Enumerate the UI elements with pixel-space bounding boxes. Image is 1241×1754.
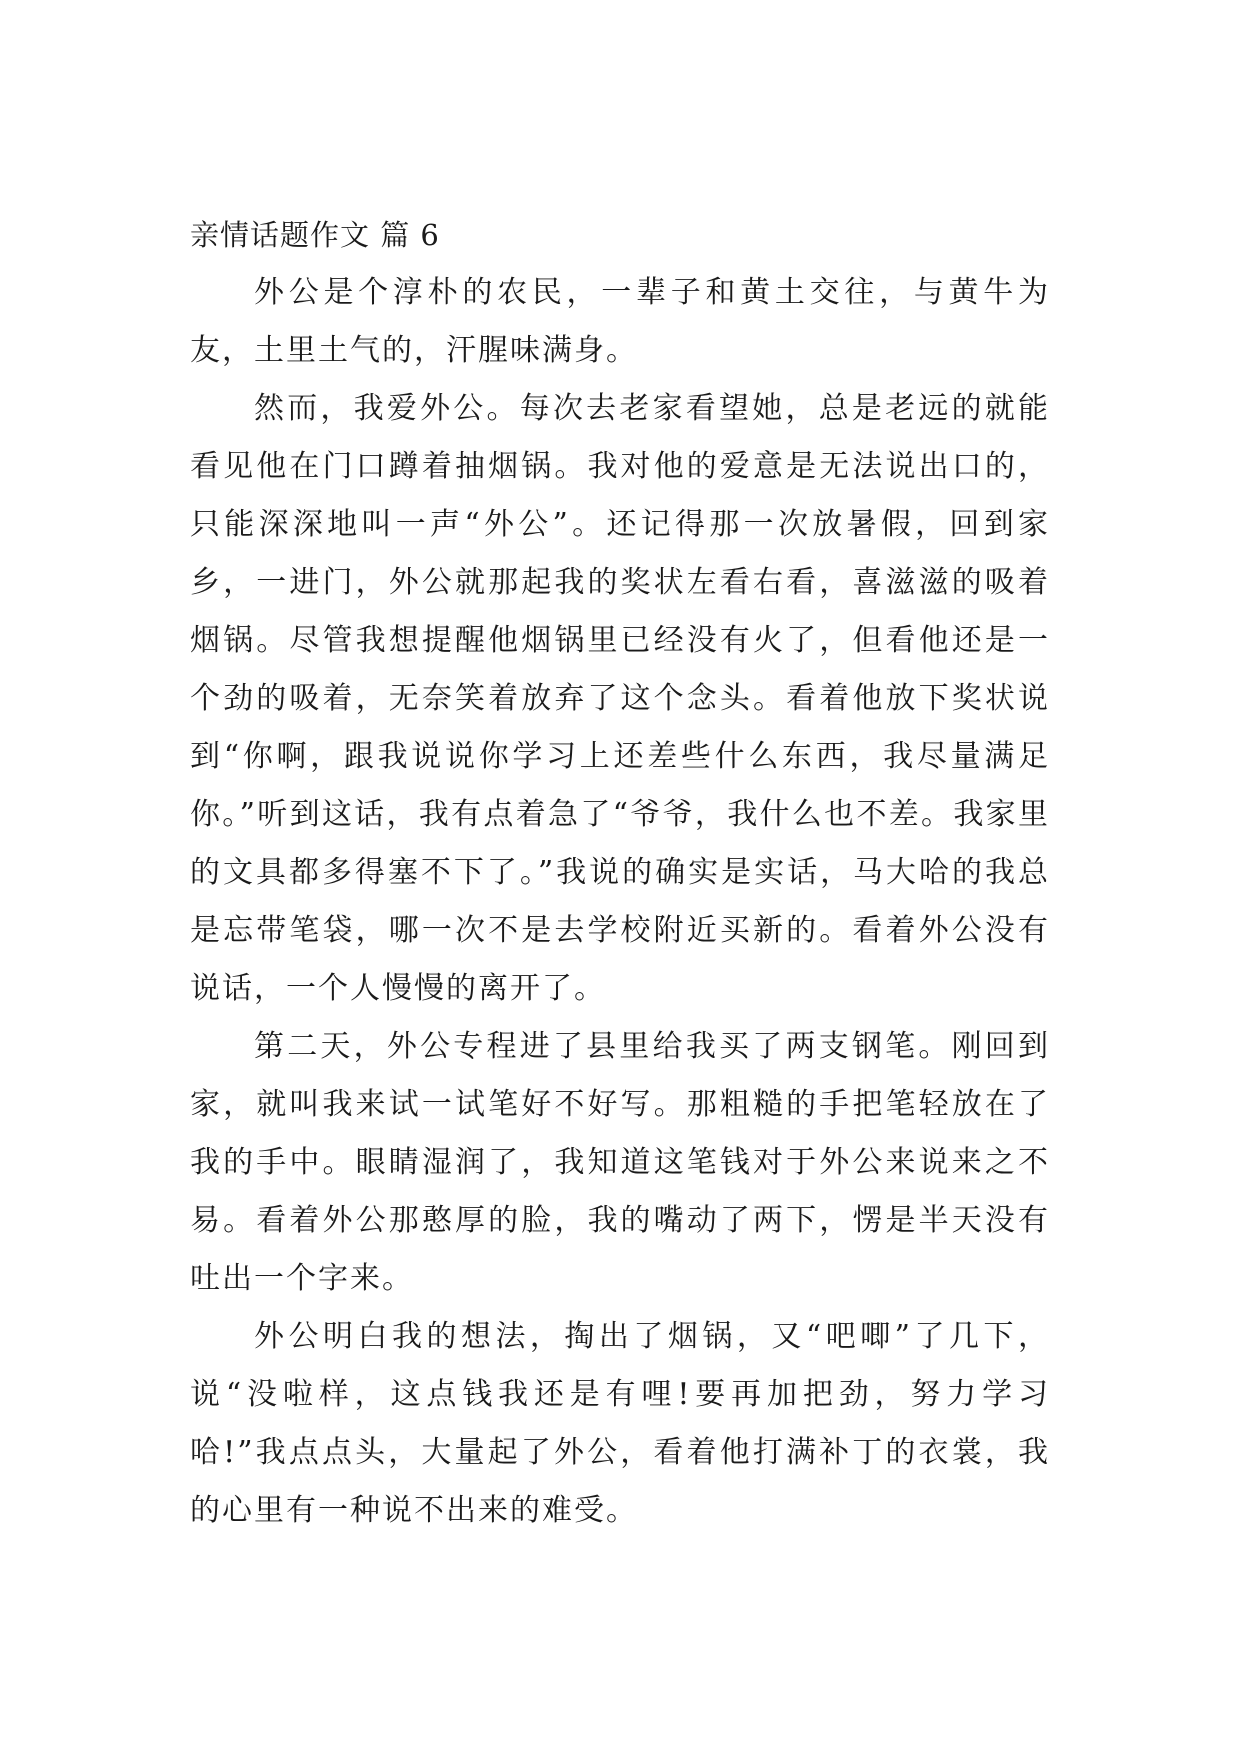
paragraph-1: 外公是个淳朴的农民，一辈子和黄土交往，与黄牛为友，土里土气的，汗腥味满身。 (190, 275, 1050, 368)
document-title: 亲情话题作文 篇 6 (190, 218, 440, 252)
paragraph-2: 然而，我爱外公。每次去老家看望她，总是老远的就能看见他在门口蹲着抽烟锅。我对他的爱意是无法说出口的，只能深深地叫一声“外公”。还记得那一次放暑假，回到家乡，一进门，外公就那起我的奖状左看右看，喜滋滋的吸着烟锅。尽管我想提醒他烟锅里已经没有火了，但看他还是一个劲的吸着，无奈笑着放弃了这个念头。看着他放下奖状说到“你啊，跟我说说你学习上还差些什么东西，我尽量满足你。”听到这话，我有点着急了“爷爷，我什么也不差。我家里的文具都多得塞不下了。”我说的确实是实话，马大哈的我总是忘带笔袋，哪一次不是去学校附近买新的。看着外公没有说话，一个人慢慢的离开了。 (190, 391, 1050, 1006)
paragraph-3: 第二天，外公专程进了县里给我买了两支钢笔。刚回到家，就叫我来试一试笔好不好写。那粗糙的手把笔轻放在了我的手中。眼睛湿润了，我知道这笔钱对于外公来说来之不易。看着外公那憨厚的脸，我的嘴动了两下，愣是半天没有吐出一个字来。 (190, 1029, 1050, 1296)
document-page (190, 212, 1050, 1540)
paragraph-4: 外公明白我的想法，掏出了烟锅，又“吧唧”了几下，说“没啦样，这点钱我还是有哩!要再加把劲，努力学习哈!”我点点头，大量起了外公，看着他打满补丁的衣裳，我的心里有一种说不出来的难受。 (190, 1319, 1050, 1528)
